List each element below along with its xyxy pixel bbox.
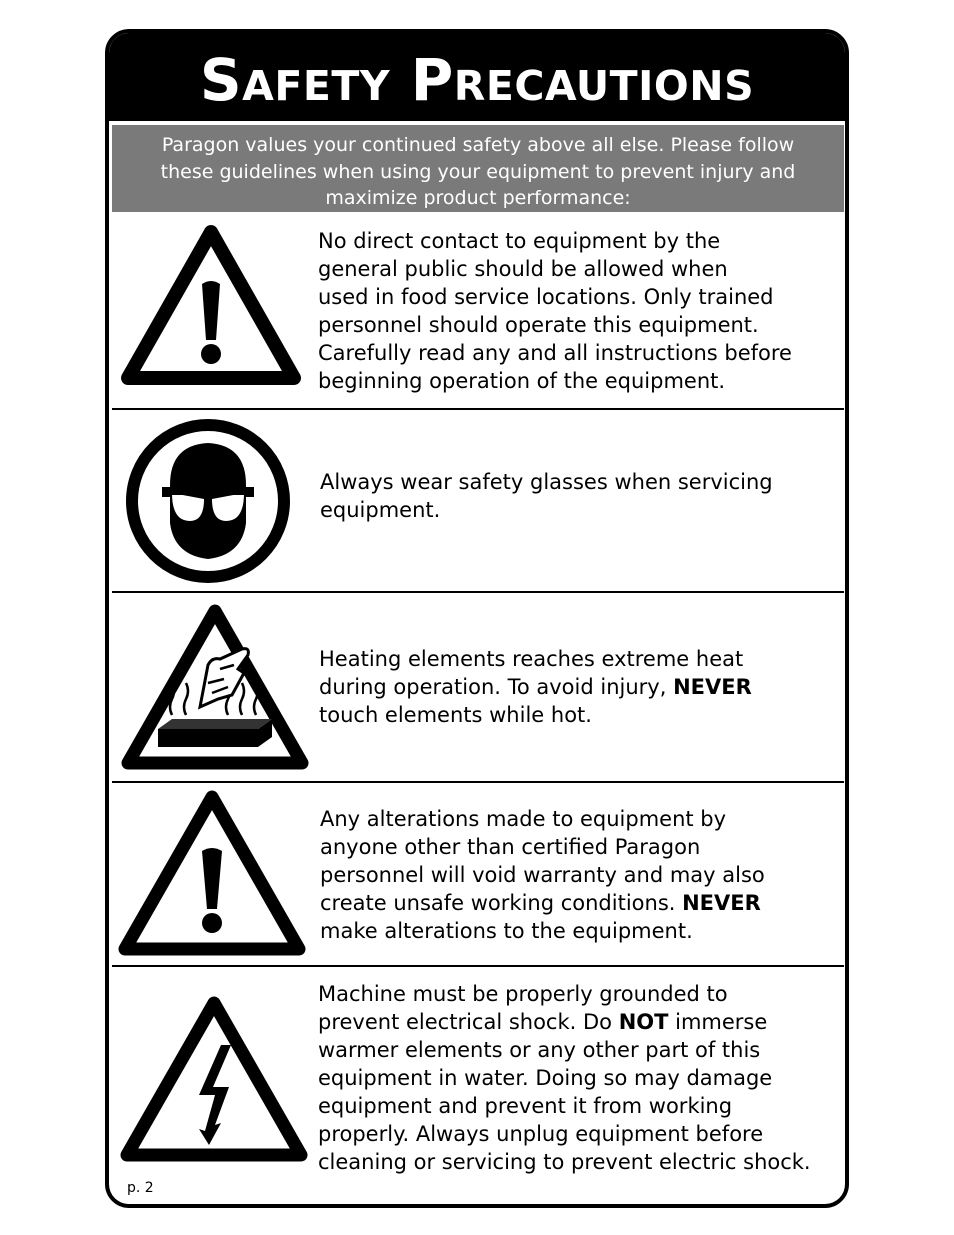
text-fragment: equipment and prevent it from working	[318, 1094, 733, 1118]
safety-glasses-icon	[124, 417, 292, 585]
text-fragment: anyone other than certified Paragon	[320, 835, 701, 859]
warning-line: Always wear safety glasses when servicing	[320, 470, 773, 494]
text-fragment: Any alterations made to equipment by	[320, 807, 727, 831]
text-fragment: warmer elements or any other part of this	[318, 1038, 761, 1062]
text-fragment: immerse	[668, 1010, 768, 1034]
hot-surface-icon	[120, 603, 310, 771]
warning-row-electrical	[112, 967, 844, 1200]
warning-line: beginning operation of the equipment.	[318, 369, 726, 393]
emphasis-never: NEVER	[673, 675, 752, 699]
page-title: Safety Precautions	[199, 46, 755, 114]
warning-line	[320, 805, 765, 833]
warning-text-general	[318, 227, 792, 395]
warning-exclamation-icon	[117, 789, 307, 957]
warning-line	[318, 980, 811, 1008]
warning-line	[319, 645, 752, 673]
text-fragment: prevent electrical shock. Do	[318, 1010, 619, 1034]
warning-line	[319, 701, 752, 729]
warning-row-general	[112, 212, 844, 410]
warning-line	[318, 1120, 811, 1148]
text-fragment: cleaning or servicing to prevent electric shock.	[318, 1150, 811, 1174]
text-fragment: personnel will void warranty and may also	[320, 863, 765, 887]
warning-row-alterations	[112, 783, 844, 967]
text-fragment: properly. Always unplug equipment before	[318, 1122, 764, 1146]
warning-text-heat	[319, 645, 752, 729]
intro-line: maximize product performance:	[325, 187, 631, 209]
text-fragment: create unsafe working conditions.	[320, 891, 683, 915]
warning-text-alterations	[320, 805, 765, 945]
emphasis-not: NOT	[618, 1010, 669, 1034]
intro-line: Paragon values your continued safety above all else. Please follow	[161, 134, 795, 156]
warning-line	[320, 833, 765, 861]
text-fragment: make alterations to the equipment.	[320, 919, 693, 943]
intro-banner	[112, 123, 844, 212]
warning-line: personnel should operate this equipment.	[318, 313, 759, 337]
text-fragment: Machine must be properly grounded to	[318, 982, 728, 1006]
warning-text-glasses	[320, 468, 773, 524]
intro-line: these guidelines when using your equipment to prevent injury and	[160, 160, 796, 183]
warning-line	[318, 1008, 811, 1036]
safety-page-frame	[105, 29, 849, 1208]
text-fragment: equipment in water. Doing so may damage	[318, 1066, 773, 1090]
warning-line: used in food service locations. Only trained	[318, 285, 774, 309]
warning-line	[318, 1036, 811, 1064]
text-fragment: Heating elements reaches extreme heat	[319, 647, 744, 671]
warning-line	[319, 673, 752, 701]
warning-line	[318, 1092, 811, 1120]
warning-text-electrical	[318, 980, 811, 1176]
text-fragment: touch elements while hot.	[319, 703, 592, 727]
warning-line: general public should be allowed when	[318, 257, 728, 281]
warning-line	[320, 889, 765, 917]
warning-line	[318, 1148, 811, 1176]
warning-exclamation-icon	[120, 224, 302, 386]
warning-line	[320, 917, 765, 945]
page-number: p. 2	[127, 1180, 154, 1196]
warning-line: No direct contact to equipment by the	[318, 229, 721, 253]
title-bar	[109, 33, 845, 121]
warning-line: Carefully read any and all instructions before	[318, 341, 792, 365]
warning-line: equipment.	[320, 498, 441, 522]
warning-line	[318, 1064, 811, 1092]
warning-row-glasses	[112, 410, 844, 593]
warning-line	[320, 861, 765, 889]
emphasis-never: NEVER	[682, 891, 761, 915]
warning-row-heat	[112, 593, 844, 783]
electrical-shock-icon	[119, 995, 309, 1163]
text-fragment: during operation. To avoid injury,	[319, 675, 674, 699]
